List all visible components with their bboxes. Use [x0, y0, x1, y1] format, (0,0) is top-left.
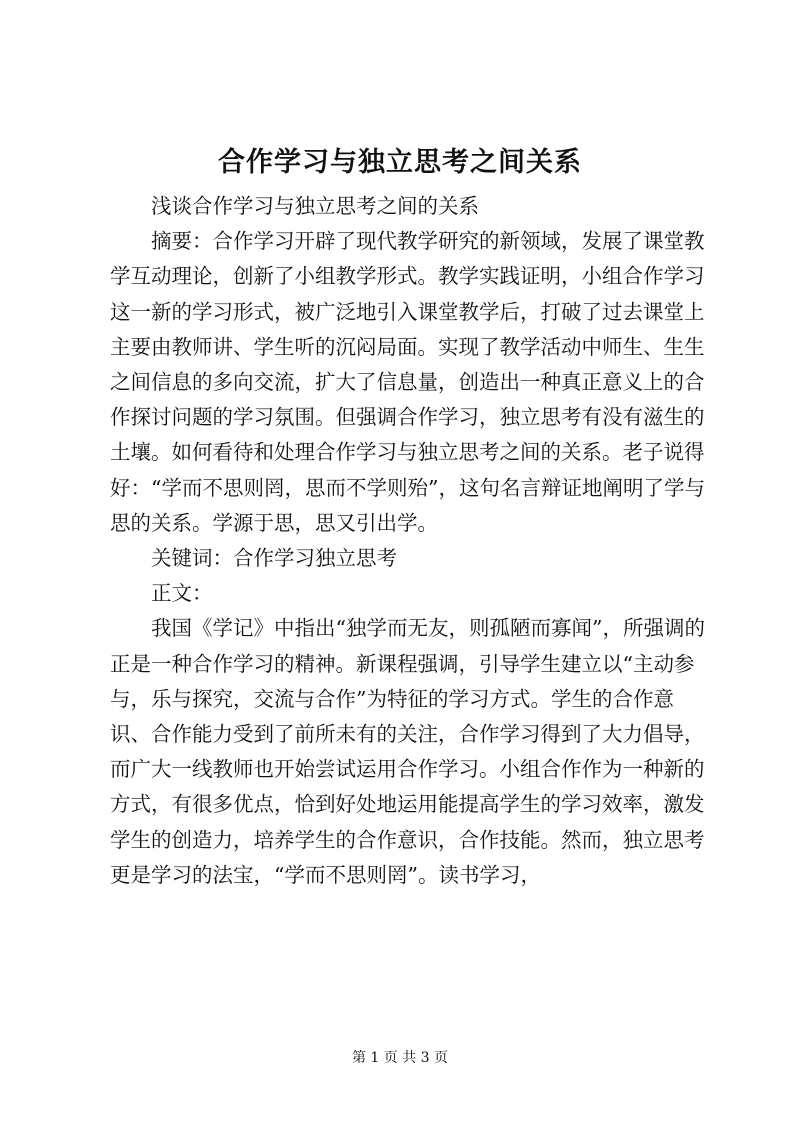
- document-title: 合作学习与独立思考之间关系: [218, 147, 582, 178]
- body-paragraph: 我国《学记》中指出“独学而无友，则孤陋而寡闻”，所强调的正是一种合作学习的精神。新课程强调，引导学生建立以“主动参与，乐与探究，交流与合作”为特征的学习方式。学生的合作意识、合作能力受到了前所未有的关注，合作学习得到了大力倡导，而广大一线教师也开始尝试运用合作学习。小组合作作为一种新的方式，有很多优点，恰到好处地运用能提高学生的学习效率，激发学生的创造力，培养学生的合作意识，合作技能。然而，独立思考更是学习的法宝，“学而不思则罔”。读书学习，: [110, 616, 705, 887]
- page-footer: 第 1 页 共 3 页: [351, 1050, 449, 1066]
- subtitle-paragraph: 浅谈合作学习与独立思考之间的关系: [151, 194, 479, 218]
- document-body: [110, 189, 710, 893]
- keywords-paragraph: 关键词：合作学习独立思考: [151, 546, 397, 571]
- main-text-heading: 正文：: [151, 581, 213, 606]
- abstract-paragraph: 摘要：合作学习开辟了现代教学研究的新领域，发展了课堂教学互动理论，创新了小组教学形式。教学实践证明，小组合作学习这一新的学习形式，被广泛地引入课堂教学后，打破了过去课堂上主要由教师讲、学生听的沉闷局面。实现了教学活动中师生、生生之间信息的多向交流，扩大了信息量，创造出一种真正意义上的合作探讨问题的学习氛围。但强调合作学习，独立思考有没有滋生的土壤。如何看待和处理合作学习与独立思考之间的关系。老子说得好：“学而不思则罔，思而不学则殆”，这句名言辩证地阐明了学与思的关系。学源于思，思又引出学。: [110, 229, 705, 535]
